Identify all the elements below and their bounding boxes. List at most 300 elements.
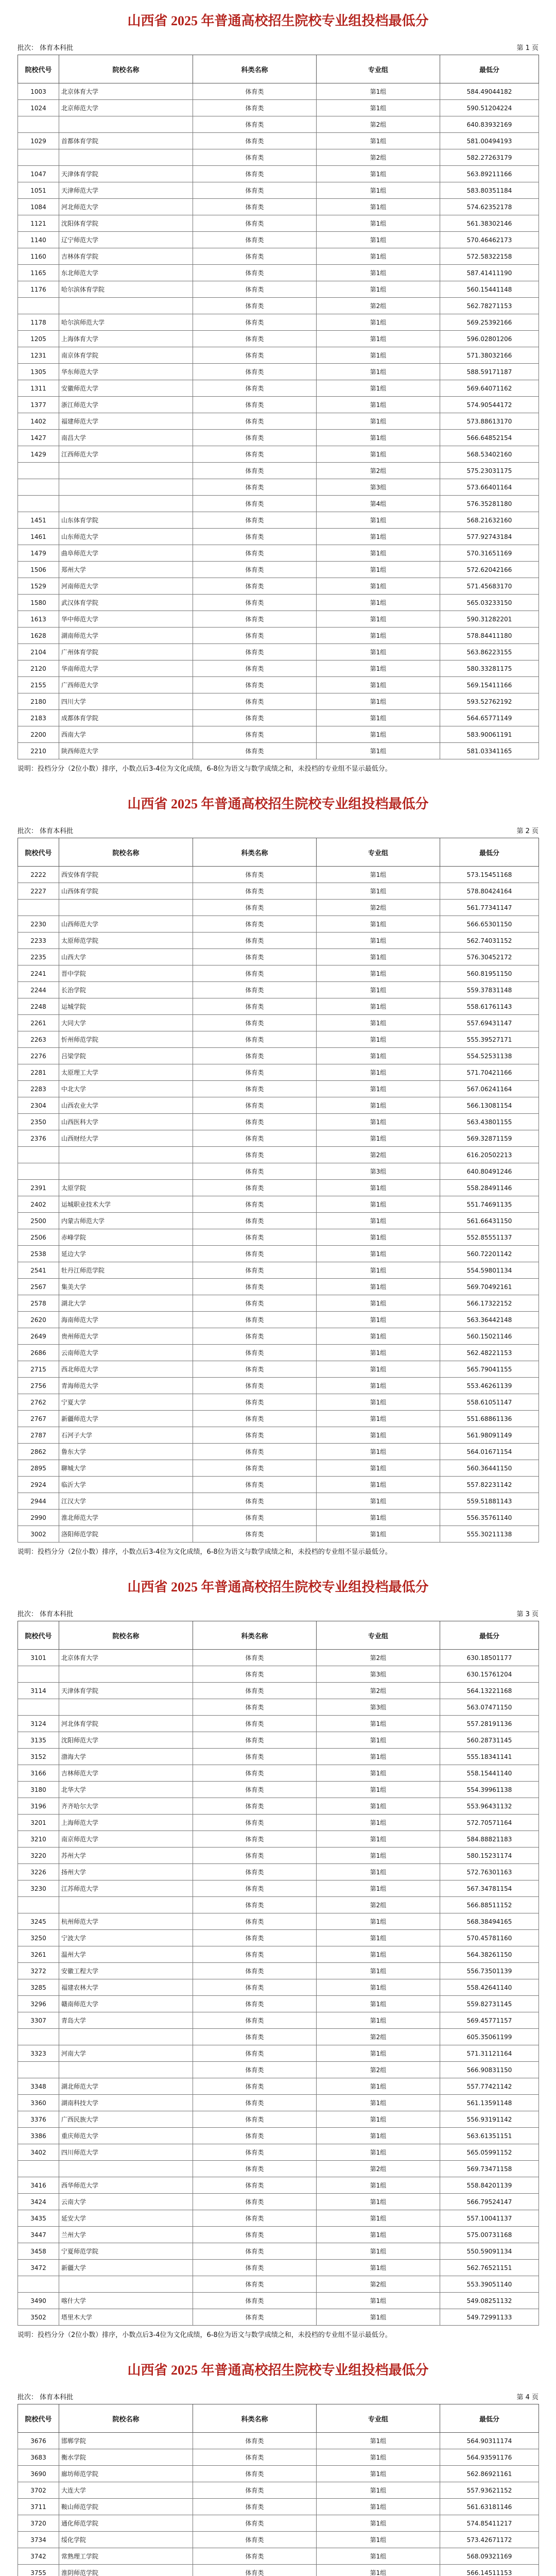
school-code: 2241: [18, 965, 59, 982]
school-code: 2222: [18, 867, 59, 883]
school-code: 3458: [18, 2243, 59, 2260]
subject-category: 体育类: [193, 1946, 317, 1963]
school-name: 华中师范大学: [59, 611, 193, 628]
subject-category: 体育类: [193, 265, 317, 281]
table-row: [18, 2194, 539, 2210]
min-score: 563.61351151: [440, 2128, 539, 2144]
school-code: [18, 2029, 59, 2045]
school-name: 淮北师范大学: [59, 1510, 193, 1526]
table-row: [18, 1427, 539, 1444]
school-name: 青岛大学: [59, 2012, 193, 2029]
major-group: 第1组: [317, 529, 440, 545]
column-header: 科类名称: [193, 838, 317, 867]
school-code: 2233: [18, 933, 59, 949]
major-group: 第1组: [317, 215, 440, 232]
min-score: 563.43801155: [440, 1114, 539, 1130]
min-score: 557.28191136: [440, 1716, 539, 1732]
subject-category: 体育类: [193, 1510, 317, 1526]
school-code: 2210: [18, 743, 59, 759]
subject-category: 体育类: [193, 133, 317, 149]
school-name: 太原师范学院: [59, 933, 193, 949]
subject-category: 体育类: [193, 232, 317, 248]
school-name: 运城学院: [59, 998, 193, 1015]
major-group: 第1组: [317, 232, 440, 248]
column-header: 专业组: [317, 1621, 440, 1650]
school-name: 天津体育学院: [59, 166, 193, 182]
major-group: 第1组: [317, 2227, 440, 2243]
table-row: [18, 215, 539, 232]
school-name: 廊坊师范学院: [59, 2466, 193, 2482]
school-code: [18, 900, 59, 916]
subject-category: 体育类: [193, 1064, 317, 1081]
min-score: 557.77421142: [440, 2078, 539, 2095]
school-code: 1429: [18, 446, 59, 463]
school-code: 2787: [18, 1427, 59, 1444]
major-group: 第3组: [317, 1163, 440, 1180]
major-group: 第1组: [317, 2260, 440, 2276]
subject-category: 体育类: [193, 166, 317, 182]
major-group: 第1组: [317, 998, 440, 1015]
min-score: 552.85551137: [440, 1229, 539, 1246]
min-score: 584.49044182: [440, 83, 539, 100]
table-row: [18, 916, 539, 933]
major-group: 第1组: [317, 2482, 440, 2499]
subject-category: 体育类: [193, 380, 317, 397]
major-group: 第1组: [317, 916, 440, 933]
table-row: [18, 743, 539, 759]
major-group: 第1组: [317, 867, 440, 883]
subject-category: 体育类: [193, 1526, 317, 1543]
school-name: 苏州大学: [59, 1848, 193, 1864]
major-group: 第1组: [317, 1411, 440, 1427]
table-row: [18, 1130, 539, 1147]
table-row: [18, 1345, 539, 1361]
subject-category: 体育类: [193, 215, 317, 232]
subject-category: 体育类: [193, 1262, 317, 1279]
school-name: [59, 1897, 193, 1913]
table-row: [18, 900, 539, 916]
table-row: [18, 298, 539, 314]
table-row: [18, 1930, 539, 1946]
major-group: 第1组: [317, 1196, 440, 1213]
school-code: 2686: [18, 1345, 59, 1361]
min-score: 570.45781160: [440, 1930, 539, 1946]
min-score: 559.37831148: [440, 982, 539, 998]
subject-category: 体育类: [193, 331, 317, 347]
school-name: 重庆师范大学: [59, 2128, 193, 2144]
school-name: 南京体育学院: [59, 347, 193, 364]
major-group: 第1组: [317, 644, 440, 660]
major-group: 第1组: [317, 2548, 440, 2565]
min-score: 573.15451168: [440, 867, 539, 883]
subject-category: 体育类: [193, 413, 317, 430]
table-row: [18, 446, 539, 463]
subject-category: 体育类: [193, 2012, 317, 2029]
table-row: [18, 1732, 539, 1749]
footnote: 说明：投档分分（2位小数）排序，小数点后3-4位为文化成绩，6-8位为语文与数学成绩之和，未投档的专业组不显示最低分。: [18, 765, 392, 773]
table-row: [18, 1114, 539, 1130]
table-row: [18, 2433, 539, 2449]
school-code: 3376: [18, 2111, 59, 2128]
school-code: [18, 298, 59, 314]
min-score: 562.76521151: [440, 2260, 539, 2276]
subject-category: 体育类: [193, 1666, 317, 1683]
subject-category: 体育类: [193, 1345, 317, 1361]
table-row: [18, 380, 539, 397]
subject-category: 体育类: [193, 660, 317, 677]
school-code: 1479: [18, 545, 59, 562]
min-score: 566.17322152: [440, 1295, 539, 1312]
major-group: 第1组: [317, 397, 440, 413]
school-name: 陕西师范大学: [59, 743, 193, 759]
major-group: 第1组: [317, 446, 440, 463]
subject-category: 体育类: [193, 2227, 317, 2243]
min-score: 566.79524147: [440, 2194, 539, 2210]
major-group: 第1组: [317, 1229, 440, 1246]
table-row: [18, 232, 539, 248]
school-code: 3402: [18, 2144, 59, 2161]
table-row: [18, 1163, 539, 1180]
school-code: 3210: [18, 1831, 59, 1848]
major-group: 第1组: [317, 331, 440, 347]
subject-category: 体育类: [193, 298, 317, 314]
school-code: 1160: [18, 248, 59, 265]
school-code: 1451: [18, 512, 59, 529]
major-group: 第1组: [317, 578, 440, 595]
school-code: 3742: [18, 2548, 59, 2565]
school-code: 2649: [18, 1328, 59, 1345]
table-row: [18, 2095, 539, 2111]
document-page: [0, 783, 556, 1566]
major-group: 第1组: [317, 1279, 440, 1295]
school-name: 北京师范大学: [59, 100, 193, 116]
table-row: [18, 1328, 539, 1345]
subject-category: 体育类: [193, 1394, 317, 1411]
school-code: 2376: [18, 1130, 59, 1147]
school-code: [18, 1163, 59, 1180]
school-code: 2244: [18, 982, 59, 998]
school-name: [59, 479, 193, 496]
min-score: 558.42641140: [440, 1979, 539, 1996]
major-group: 第1组: [317, 660, 440, 677]
major-group: 第1组: [317, 1848, 440, 1864]
min-score: 590.31282201: [440, 611, 539, 628]
subject-category: 体育类: [193, 182, 317, 199]
school-code: [18, 2161, 59, 2177]
min-score: 554.52531138: [440, 1048, 539, 1064]
subject-category: 体育类: [193, 1015, 317, 1031]
school-code: 1178: [18, 314, 59, 331]
subject-category: 体育类: [193, 2466, 317, 2482]
column-header: 院校名称: [59, 1621, 193, 1650]
min-score: 558.61051147: [440, 1394, 539, 1411]
table-row: [18, 1015, 539, 1031]
school-name: 山西财经大学: [59, 1130, 193, 1147]
column-header: 院校代号: [18, 838, 59, 867]
subject-category: 体育类: [193, 1378, 317, 1394]
min-score: 640.83932169: [440, 116, 539, 133]
table-row: [18, 1064, 539, 1081]
table-row: [18, 2293, 539, 2309]
school-name: 聊城大学: [59, 1460, 193, 1477]
min-score: 578.84411180: [440, 628, 539, 644]
school-name: 运城职业技术大学: [59, 1196, 193, 1213]
school-code: [18, 1147, 59, 1163]
table-row: [18, 1798, 539, 1815]
school-code: 3755: [18, 2565, 59, 2576]
min-score: 567.06241164: [440, 1081, 539, 1097]
page-meta: [18, 1608, 538, 1620]
major-group: 第1组: [317, 1996, 440, 2012]
school-code: 3101: [18, 1650, 59, 1666]
min-score: 558.15441140: [440, 1765, 539, 1782]
min-score: 558.61761143: [440, 998, 539, 1015]
school-code: 2541: [18, 1262, 59, 1279]
school-code: [18, 1666, 59, 1683]
school-code: 3114: [18, 1683, 59, 1699]
school-code: 3360: [18, 2095, 59, 2111]
min-score: 550.59091134: [440, 2243, 539, 2260]
subject-category: 体育类: [193, 479, 317, 496]
subject-category: 体育类: [193, 281, 317, 298]
school-code: 3676: [18, 2433, 59, 2449]
header-row: [18, 1621, 539, 1650]
subject-category: 体育类: [193, 1749, 317, 1765]
min-score: 582.27263179: [440, 149, 539, 166]
school-name: 宁波大学: [59, 1930, 193, 1946]
min-score: 571.38032166: [440, 347, 539, 364]
school-name: [59, 116, 193, 133]
min-score: 562.78271153: [440, 298, 539, 314]
subject-category: 体育类: [193, 529, 317, 545]
table-row: [18, 2449, 539, 2466]
subject-category: 体育类: [193, 2194, 317, 2210]
table-row: [18, 265, 539, 281]
school-name: 内蒙古师范大学: [59, 1213, 193, 1229]
school-code: 1305: [18, 364, 59, 380]
subject-category: 体育类: [193, 1732, 317, 1749]
page-number: 第 4 页: [516, 2394, 538, 2401]
subject-category: 体育类: [193, 1163, 317, 1180]
subject-category: 体育类: [193, 1196, 317, 1213]
table-row: [18, 2111, 539, 2128]
min-score: 569.32871159: [440, 1130, 539, 1147]
major-group: 第1组: [317, 2532, 440, 2548]
school-name: 广西民族大学: [59, 2111, 193, 2128]
table-row: [18, 2276, 539, 2293]
subject-category: 体育类: [193, 2548, 317, 2565]
footnote: 说明：投档分分（2位小数）排序，小数点后3-4位为文化成绩，6-8位为语文与数学成绩之和，未投档的专业组不显示最低分。: [18, 1548, 392, 1556]
table-row: [18, 314, 539, 331]
subject-category: 体育类: [193, 2111, 317, 2128]
min-score: 568.21632160: [440, 512, 539, 529]
school-code: 1165: [18, 265, 59, 281]
major-group: 第2组: [317, 2161, 440, 2177]
major-group: 第2组: [317, 463, 440, 479]
min-score: 565.79041155: [440, 1361, 539, 1378]
school-code: [18, 1897, 59, 1913]
major-group: 第1组: [317, 1180, 440, 1196]
school-name: 湖南师范大学: [59, 628, 193, 644]
table-row: [18, 1650, 539, 1666]
major-group: 第1组: [317, 1064, 440, 1081]
subject-category: 体育类: [193, 2243, 317, 2260]
min-score: 563.07471150: [440, 1699, 539, 1716]
table-row: [18, 1913, 539, 1930]
min-score: 556.93191142: [440, 2111, 539, 2128]
school-name: 喀什大学: [59, 2293, 193, 2309]
min-score: 551.68861136: [440, 1411, 539, 1427]
school-code: 3272: [18, 1963, 59, 1979]
subject-category: 体育类: [193, 2128, 317, 2144]
table-row: [18, 2078, 539, 2095]
major-group: 第1组: [317, 248, 440, 265]
major-group: 第1组: [317, 883, 440, 900]
school-name: 西安体育学院: [59, 867, 193, 883]
table-row: [18, 2482, 539, 2499]
subject-category: 体育类: [193, 116, 317, 133]
school-name: [59, 2276, 193, 2293]
table-row: [18, 1765, 539, 1782]
school-code: 1427: [18, 430, 59, 446]
school-code: 1084: [18, 199, 59, 215]
major-group: 第1组: [317, 1213, 440, 1229]
page-meta: [18, 42, 538, 54]
school-name: 江苏师范大学: [59, 1880, 193, 1897]
school-name: 晋中学院: [59, 965, 193, 982]
school-name: [59, 2062, 193, 2078]
min-score: 572.70571164: [440, 1815, 539, 1831]
school-name: 石河子大学: [59, 1427, 193, 1444]
school-code: [18, 149, 59, 166]
subject-category: 体育类: [193, 965, 317, 982]
major-group: 第1组: [317, 83, 440, 100]
school-code: 3196: [18, 1798, 59, 1815]
table-row: [18, 2227, 539, 2243]
min-score: 605.35061199: [440, 2029, 539, 2045]
table-row: [18, 726, 539, 743]
major-group: 第1组: [317, 1526, 440, 1543]
subject-category: 体育类: [193, 1716, 317, 1732]
subject-category: 体育类: [193, 1031, 317, 1048]
subject-category: 体育类: [193, 1765, 317, 1782]
subject-category: 体育类: [193, 248, 317, 265]
major-group: 第1组: [317, 2111, 440, 2128]
min-score: 549.08251132: [440, 2293, 539, 2309]
major-group: 第1组: [317, 314, 440, 331]
subject-category: 体育类: [193, 2565, 317, 2576]
table-row: [18, 1229, 539, 1246]
school-code: 3702: [18, 2482, 59, 2499]
major-group: 第1组: [317, 182, 440, 199]
min-score: 574.85411217: [440, 2515, 539, 2532]
major-group: 第3组: [317, 479, 440, 496]
school-name: 山西体育学院: [59, 883, 193, 900]
school-name: 上海师范大学: [59, 1815, 193, 1831]
major-group: 第1组: [317, 611, 440, 628]
subject-category: 体育类: [193, 1864, 317, 1880]
subject-category: 体育类: [193, 2161, 317, 2177]
school-name: [59, 1666, 193, 1683]
major-group: 第2组: [317, 149, 440, 166]
subject-category: 体育类: [193, 446, 317, 463]
major-group: 第1组: [317, 1979, 440, 1996]
subject-category: 体育类: [193, 933, 317, 949]
batch-label: 批次： 体育本科批: [18, 827, 74, 835]
min-score: 551.74691135: [440, 1196, 539, 1213]
subject-category: 体育类: [193, 710, 317, 726]
school-code: 2227: [18, 883, 59, 900]
school-code: 3250: [18, 1930, 59, 1946]
major-group: 第1组: [317, 1130, 440, 1147]
subject-category: 体育类: [193, 1312, 317, 1328]
subject-category: 体育类: [193, 611, 317, 628]
min-score: 568.38494165: [440, 1913, 539, 1930]
major-group: 第1组: [317, 710, 440, 726]
subject-category: 体育类: [193, 1130, 317, 1147]
min-score: 571.45683170: [440, 578, 539, 595]
table-row: [18, 710, 539, 726]
school-name: 四川大学: [59, 693, 193, 710]
major-group: 第1组: [317, 1361, 440, 1378]
table-row: [18, 1213, 539, 1229]
table-row: [18, 496, 539, 512]
table-row: [18, 149, 539, 166]
school-name: 塔里木大学: [59, 2309, 193, 2326]
subject-category: 体育类: [193, 982, 317, 998]
school-code: 2261: [18, 1015, 59, 1031]
school-name: 南昌大学: [59, 430, 193, 446]
school-code: 2104: [18, 644, 59, 660]
school-name: 曲阜师范大学: [59, 545, 193, 562]
school-name: 山西大学: [59, 949, 193, 965]
subject-category: 体育类: [193, 916, 317, 933]
table-row: [18, 512, 539, 529]
school-code: 2944: [18, 1493, 59, 1510]
table-row: [18, 1147, 539, 1163]
min-score: 564.01671154: [440, 1444, 539, 1460]
major-group: 第1组: [317, 1716, 440, 1732]
major-group: 第1组: [317, 693, 440, 710]
table-row: [18, 1880, 539, 1897]
school-code: 1580: [18, 595, 59, 611]
school-name: 东北师范大学: [59, 265, 193, 281]
school-name: 太原学院: [59, 1180, 193, 1196]
table-row: [18, 2029, 539, 2045]
min-score: 630.15761204: [440, 1666, 539, 1683]
document-page: [0, 0, 556, 783]
table-row: [18, 1699, 539, 1716]
subject-category: 体育类: [193, 1477, 317, 1493]
major-group: 第1组: [317, 347, 440, 364]
subject-category: 体育类: [193, 2177, 317, 2194]
column-header: 院校名称: [59, 55, 193, 83]
table-row: [18, 1312, 539, 1328]
table-row: [18, 644, 539, 660]
major-group: 第1组: [317, 677, 440, 693]
table-row: [18, 1963, 539, 1979]
major-group: 第1组: [317, 133, 440, 149]
subject-category: 体育类: [193, 2515, 317, 2532]
major-group: 第3组: [317, 1666, 440, 1683]
subject-category: 体育类: [193, 1880, 317, 1897]
school-name: 广西师范大学: [59, 677, 193, 693]
major-group: 第1组: [317, 1246, 440, 1262]
school-name: [59, 496, 193, 512]
table-row: [18, 1394, 539, 1411]
table-row: [18, 2045, 539, 2062]
subject-category: 体育类: [193, 1048, 317, 1064]
